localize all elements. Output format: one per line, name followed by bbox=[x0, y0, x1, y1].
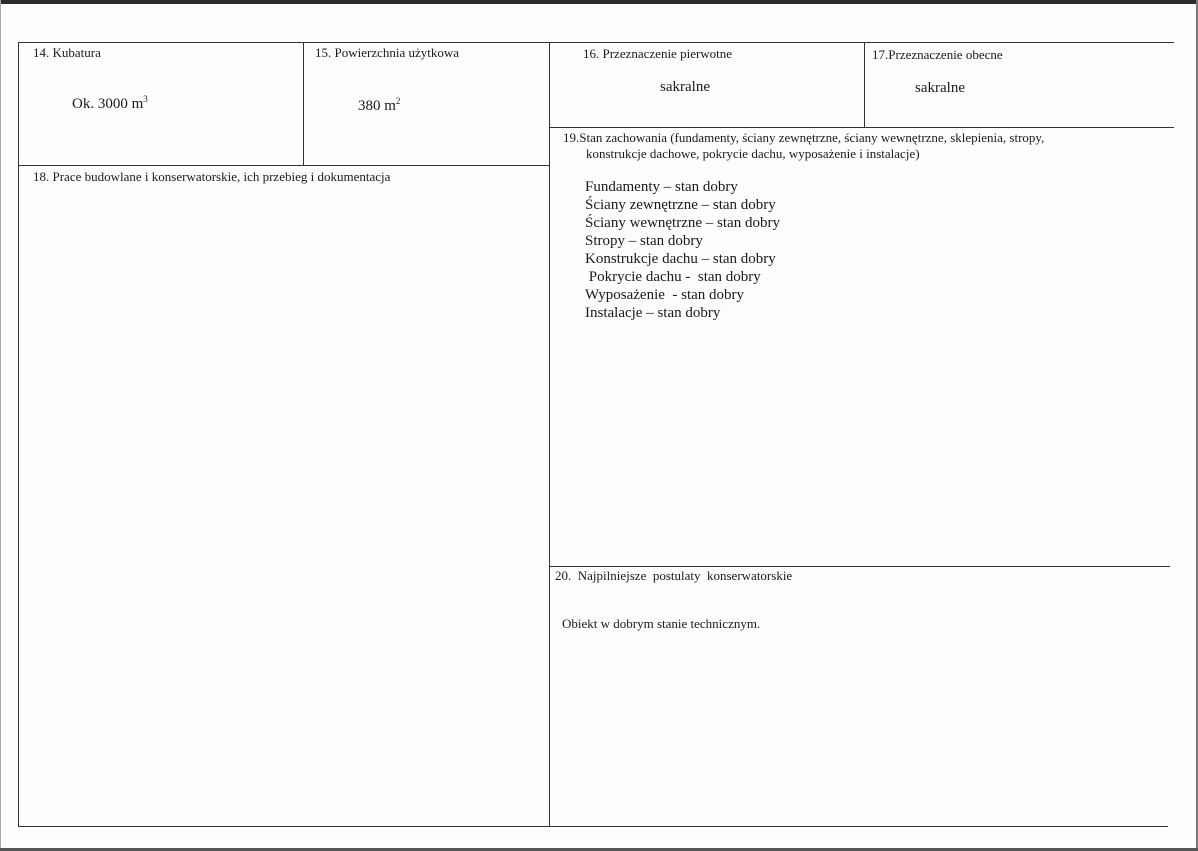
field-19-label-line-2: konstrukcje dachowe, pokrycie dachu, wyposażenie i instalacje) bbox=[586, 146, 920, 161]
field-19-condition-list bbox=[585, 178, 780, 322]
field-19-label bbox=[563, 130, 1044, 162]
list-item: Stropy – stan dobry bbox=[585, 233, 703, 249]
field-14-value-text: Ok. 3000 m bbox=[72, 96, 144, 112]
field-14-value bbox=[72, 90, 148, 113]
field-20-value: Obiekt w dobrym stanie technicznym. bbox=[562, 616, 761, 631]
list-item: Konstrukcje dachu – stan dobry bbox=[585, 251, 776, 267]
list-item: Fundamenty – stan dobry bbox=[585, 179, 738, 195]
field-16-value: sakralne bbox=[660, 79, 710, 95]
field-14-value-exponent: 3 bbox=[143, 94, 148, 104]
grid-line-above-20 bbox=[549, 566, 1170, 567]
field-15-label: 15. Powierzchnia użytkowa bbox=[315, 45, 460, 60]
field-17-value: sakralne bbox=[915, 80, 965, 96]
field-18-label: 18. Prace budowlane i konserwatorskie, ich przebieg i dokumentacja bbox=[33, 169, 391, 184]
grid-line-left bbox=[18, 42, 19, 826]
list-item: Pokrycie dachu - stan dobry bbox=[585, 269, 761, 285]
grid-line-above-18 bbox=[18, 165, 549, 166]
scan-edge-top bbox=[0, 0, 1198, 4]
field-20-label: 20. Najpilniejsze postulaty konserwatorskie bbox=[555, 568, 793, 583]
field-19-label-line-1: 19.Stan zachowania (fundamenty, ściany zewnętrzne, ściany wewnętrzne, sklepienia, stropy, bbox=[563, 130, 1045, 145]
grid-line-top bbox=[18, 42, 1174, 43]
grid-line-center bbox=[549, 42, 550, 826]
list-item: Ściany zewnętrzne – stan dobry bbox=[585, 197, 776, 213]
field-17-label: 17.Przeznaczenie obecne bbox=[872, 47, 1003, 62]
field-15-value-exponent: 2 bbox=[395, 96, 401, 106]
list-item: Wyposażenie - stan dobry bbox=[585, 287, 745, 303]
grid-line-above-19 bbox=[549, 127, 1174, 128]
field-15-value bbox=[358, 92, 400, 115]
grid-line-14-15 bbox=[303, 42, 304, 165]
grid-line-bottom bbox=[18, 826, 1168, 827]
scan-edge-left bbox=[0, 0, 1, 851]
grid-line-16-17 bbox=[864, 42, 865, 127]
field-14-label: 14. Kubatura bbox=[33, 45, 101, 60]
field-15-value-text: 380 m bbox=[358, 98, 396, 114]
list-item: Instalacje – stan dobry bbox=[585, 305, 721, 321]
list-item: Ściany wewnętrzne – stan dobry bbox=[585, 215, 780, 231]
field-16-label: 16. Przeznaczenie pierwotne bbox=[583, 46, 733, 61]
